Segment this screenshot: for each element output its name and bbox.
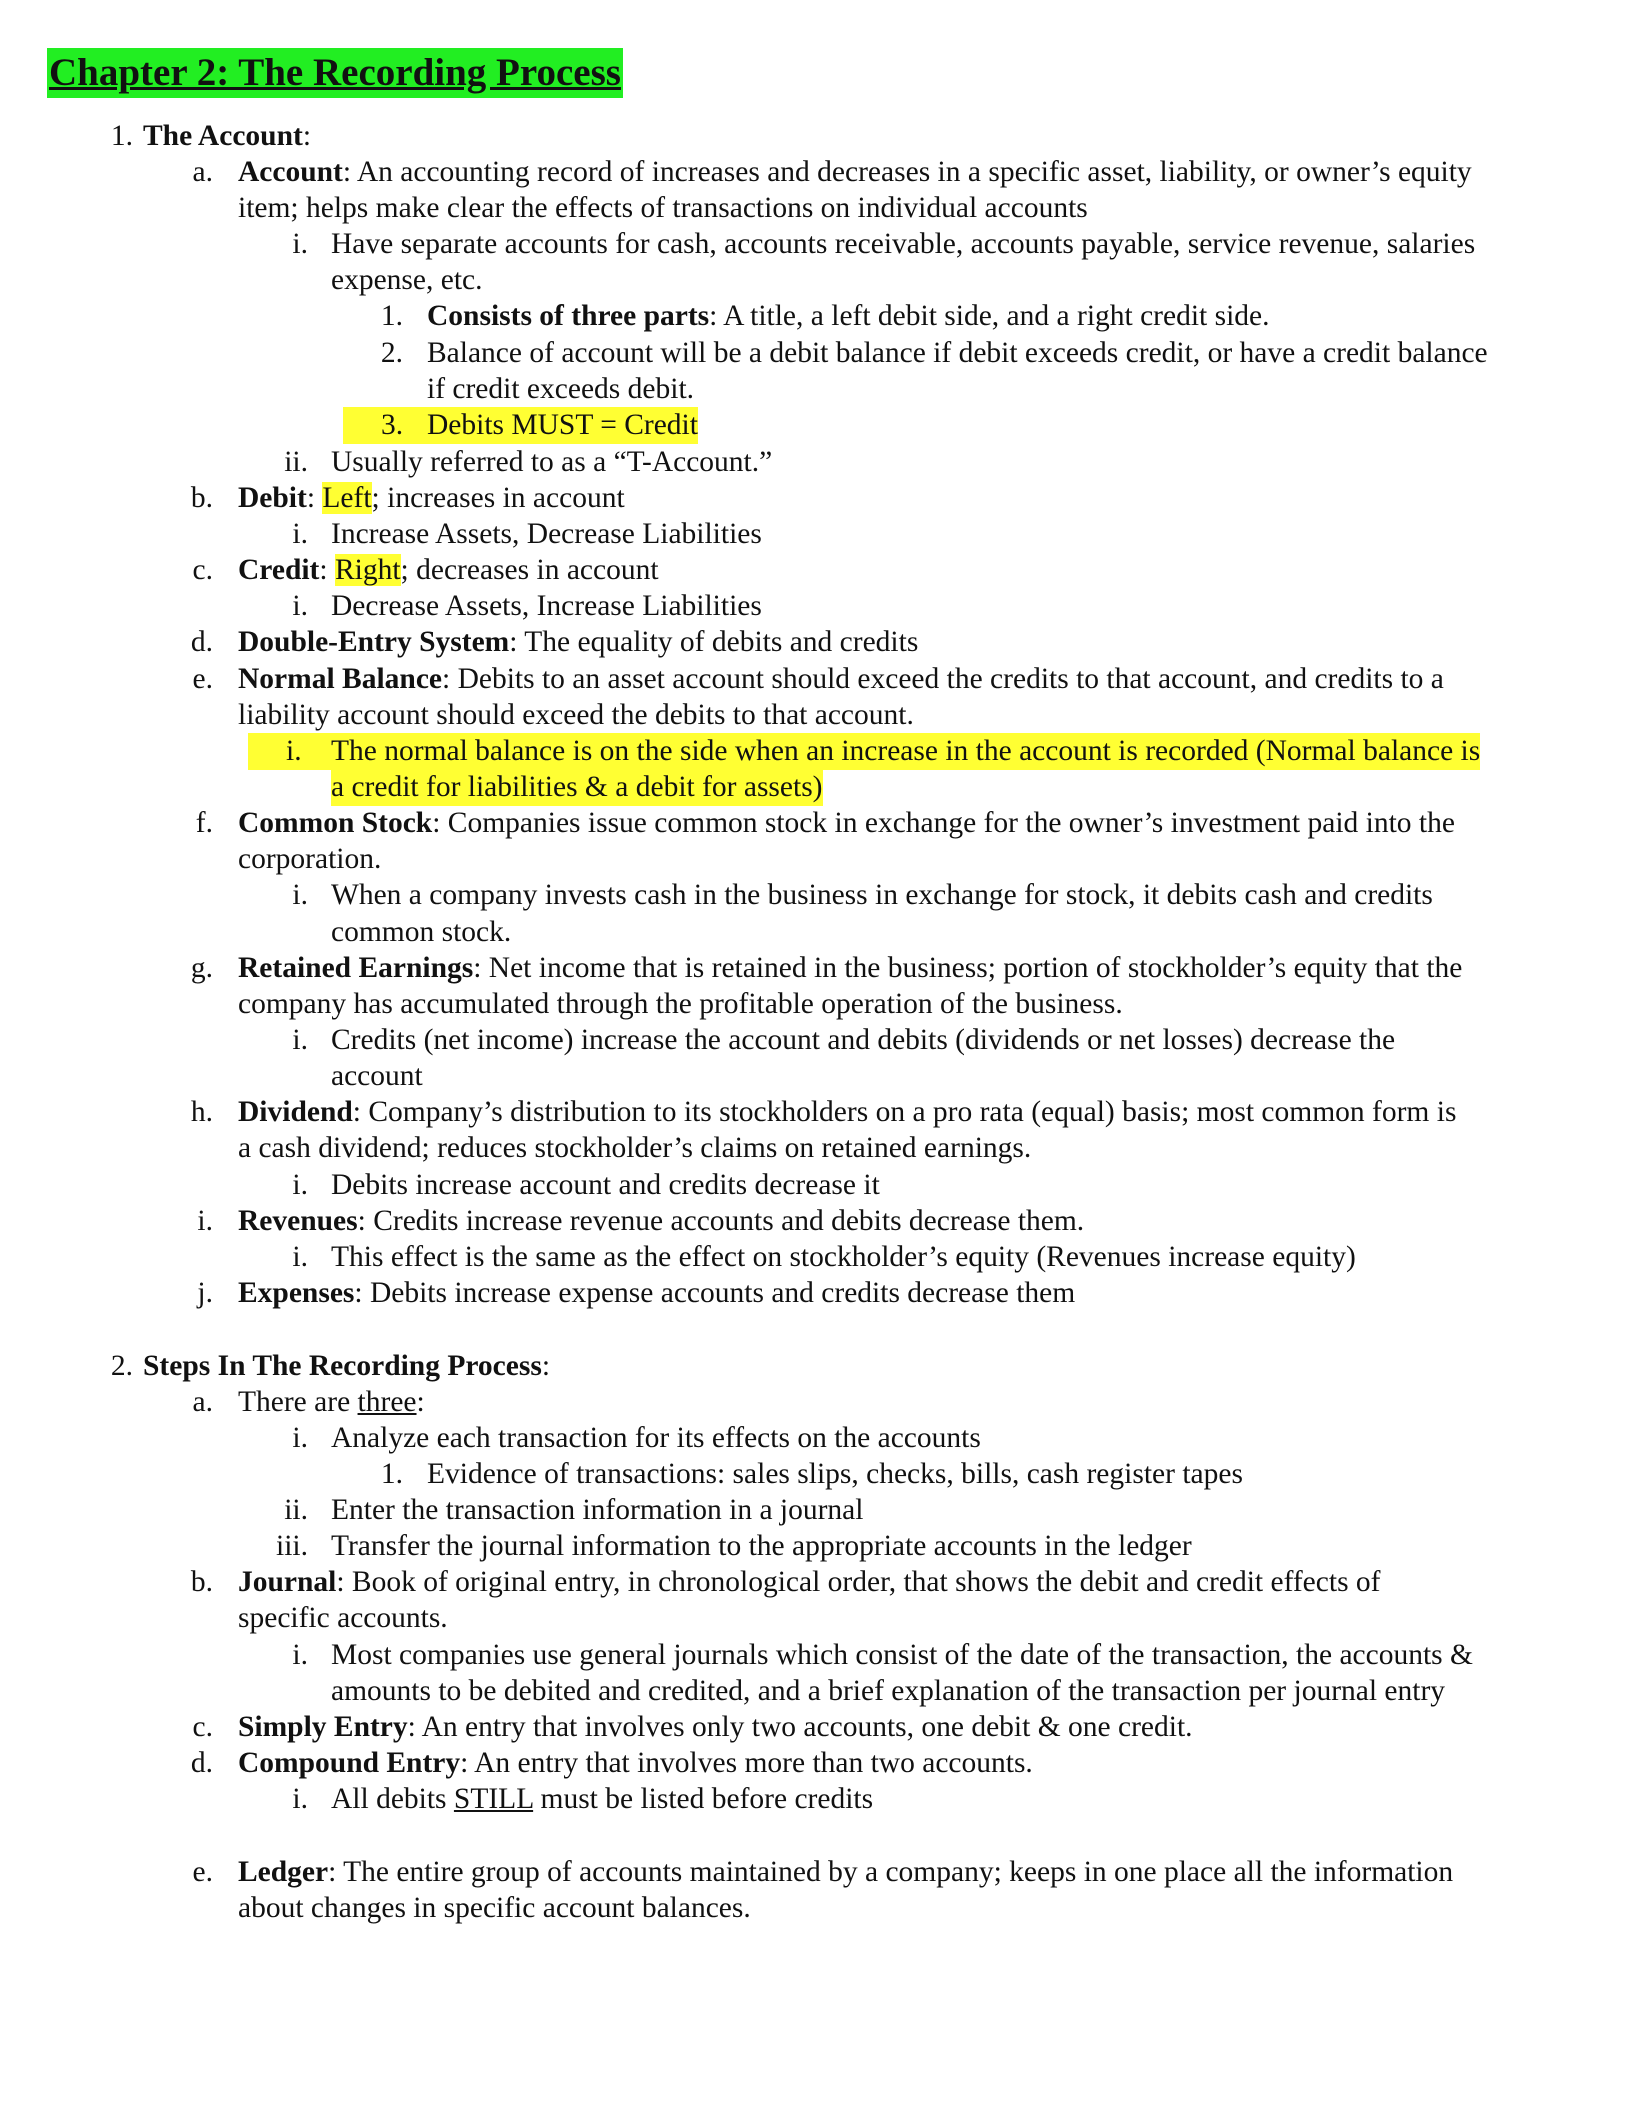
text-segment: expense, etc. bbox=[331, 264, 483, 296]
text-segment: : Debits increase expense accounts and credits decrease them bbox=[354, 1277, 1076, 1309]
line-text bbox=[331, 226, 1475, 263]
line-text bbox=[331, 877, 1433, 914]
text-segment: : Book of original entry, in chronological order, that shows the debit and credit effects of bbox=[336, 1566, 1381, 1598]
text-segment: Debits MUST = Credit bbox=[427, 409, 698, 441]
text-segment: The normal balance is on the side when an increase in the account is recorded (Normal balance is bbox=[331, 735, 1481, 767]
text-segment: : An entry that involves only two accounts, one debit & one credit. bbox=[407, 1711, 1193, 1743]
text-segment: : A title, a left debit side, and a right credit side. bbox=[709, 300, 1270, 332]
line-text bbox=[331, 588, 762, 625]
text-segment: When a company invests cash in the business in exchange for stock, it debits cash and credits bbox=[331, 879, 1433, 911]
text-segment: : Debits to an asset account should exceed the credits to that account, and credits to a bbox=[442, 663, 1444, 695]
line-text bbox=[331, 914, 511, 951]
list-marker: ii. bbox=[284, 446, 308, 478]
line-text bbox=[238, 1745, 1033, 1782]
text-segment: Credits (net income) increase the account and debits (dividends or net losses) decrease the bbox=[331, 1024, 1396, 1056]
text-segment: Enter the transaction information in a journal bbox=[331, 1494, 864, 1526]
text-segment: STILL bbox=[453, 1783, 534, 1815]
line-text bbox=[238, 1203, 1084, 1240]
list-marker: d. bbox=[190, 626, 213, 658]
list-marker: 1. bbox=[380, 1458, 403, 1490]
line-text bbox=[427, 298, 1270, 335]
text-segment: specific accounts. bbox=[238, 1602, 448, 1634]
line-text bbox=[238, 190, 1088, 227]
text-segment: must be listed before credits bbox=[533, 1783, 874, 1815]
text-segment: : bbox=[416, 1386, 425, 1418]
text-segment: Evidence of transactions: sales slips, checks, bills, cash register tapes bbox=[427, 1458, 1243, 1490]
list-marker: c. bbox=[192, 1711, 213, 1743]
text-segment: : Companies issue common stock in exchange for the owner’s investment paid into the bbox=[432, 807, 1455, 839]
text-segment: : bbox=[319, 554, 335, 586]
list-marker: 2. bbox=[380, 337, 403, 369]
term-label: Simply Entry bbox=[238, 1711, 408, 1743]
list-marker: iii. bbox=[276, 1530, 308, 1562]
term-label: Expenses bbox=[238, 1277, 355, 1309]
line-text bbox=[238, 986, 1123, 1023]
line-text bbox=[238, 480, 625, 517]
text-segment: a cash dividend; reduces stockholder’s claims on retained earnings. bbox=[238, 1132, 1032, 1164]
term-label: Ledger bbox=[238, 1856, 329, 1888]
list-marker: h. bbox=[190, 1096, 213, 1128]
term-label: Account bbox=[238, 156, 343, 188]
list-marker: b. bbox=[190, 482, 213, 514]
line-text bbox=[427, 1456, 1243, 1493]
text-segment: liability account should exceed the debits to that account. bbox=[238, 699, 914, 731]
term-label: Common Stock bbox=[238, 807, 433, 839]
term-label: Revenues bbox=[238, 1205, 358, 1237]
list-marker: i. bbox=[292, 1024, 308, 1056]
list-marker: e. bbox=[192, 663, 213, 695]
line-text bbox=[427, 407, 698, 444]
line-text bbox=[331, 1781, 873, 1818]
list-marker: a. bbox=[192, 1386, 213, 1418]
text-segment: There are bbox=[238, 1386, 358, 1418]
text-segment: Debits increase account and credits decrease it bbox=[331, 1169, 880, 1201]
text-segment: company has accumulated through the profitable operation of the business. bbox=[238, 988, 1123, 1020]
line-text bbox=[331, 1022, 1395, 1059]
line-text bbox=[238, 1275, 1075, 1312]
text-segment: item; helps make clear the effects of transactions on individual accounts bbox=[238, 192, 1088, 224]
list-marker: c. bbox=[192, 554, 213, 586]
line-text bbox=[331, 769, 823, 806]
line-text bbox=[238, 1384, 425, 1421]
list-marker: 2. bbox=[110, 1350, 133, 1382]
line-text bbox=[427, 371, 694, 408]
text-segment: Increase Assets, Decrease Liabilities bbox=[331, 518, 762, 550]
line-text bbox=[238, 1709, 1193, 1746]
line-text bbox=[238, 624, 918, 661]
list-marker: e. bbox=[192, 1856, 213, 1888]
list-marker: ii. bbox=[284, 1494, 308, 1526]
text-segment: Left bbox=[322, 482, 372, 514]
list-marker: i. bbox=[292, 1639, 308, 1671]
list-marker: i. bbox=[292, 228, 308, 260]
text-segment: This effect is the same as the effect on stockholder’s equity (Revenues increase equity) bbox=[331, 1241, 1356, 1273]
list-marker: i. bbox=[248, 733, 331, 770]
line-text bbox=[331, 1239, 1356, 1276]
term-label: Compound Entry bbox=[238, 1747, 461, 1779]
line-text bbox=[331, 1492, 863, 1529]
text-segment: if credit exceeds debit. bbox=[427, 373, 695, 405]
text-segment: account bbox=[331, 1060, 423, 1092]
list-marker: g. bbox=[190, 952, 213, 984]
text-segment: common stock. bbox=[331, 916, 512, 948]
term-label: Normal Balance bbox=[238, 663, 443, 695]
text-segment: All debits bbox=[331, 1783, 454, 1815]
line-text bbox=[331, 262, 483, 299]
list-marker: i. bbox=[292, 1422, 308, 1454]
term-label: Retained Earnings bbox=[238, 952, 474, 984]
text-segment: : Credits increase revenue accounts and debits decrease them. bbox=[357, 1205, 1085, 1237]
text-segment: Most companies use general journals which consist of the date of the transaction, the accounts & bbox=[331, 1639, 1473, 1671]
line-text bbox=[238, 1130, 1031, 1167]
page-title: Chapter 2: The Recording Process bbox=[47, 48, 623, 98]
term-label: Consists of three parts bbox=[427, 300, 710, 332]
text-segment: about changes in specific account balances. bbox=[238, 1892, 751, 1924]
text-segment: : An accounting record of increases and decreases in a specific asset, liability, or owner’s equity bbox=[342, 156, 1472, 188]
text-segment: : bbox=[302, 120, 312, 152]
line-text bbox=[238, 1854, 1453, 1891]
line-text bbox=[331, 1637, 1473, 1674]
line-text bbox=[238, 1890, 751, 1927]
text-segment: : Net income that is retained in the business; portion of stockholder’s equity that the bbox=[473, 952, 1463, 984]
list-marker: j. bbox=[197, 1277, 213, 1309]
line-text bbox=[238, 1564, 1381, 1601]
text-segment: : An entry that involves more than two accounts. bbox=[460, 1747, 1033, 1779]
text-segment: Transfer the journal information to the appropriate accounts in the ledger bbox=[331, 1530, 1192, 1562]
text-segment: : The entire group of accounts maintained by a company; keeps in one place all the information bbox=[328, 1856, 1454, 1888]
line-text bbox=[143, 1348, 550, 1385]
text-segment: : bbox=[541, 1350, 551, 1382]
list-marker: d. bbox=[190, 1747, 213, 1779]
list-marker: i. bbox=[197, 1205, 213, 1237]
line-text bbox=[238, 154, 1472, 191]
term-label: The Account bbox=[143, 120, 303, 152]
line-text bbox=[331, 1058, 423, 1095]
text-segment: corporation. bbox=[238, 843, 382, 875]
text-segment: Have separate accounts for cash, accounts receivable, accounts payable, service revenue, salaries bbox=[331, 228, 1476, 260]
line-text bbox=[331, 1673, 1445, 1710]
list-marker: i. bbox=[292, 879, 308, 911]
line-text bbox=[238, 697, 914, 734]
line-text bbox=[331, 1528, 1192, 1565]
text-segment: : bbox=[306, 482, 323, 514]
line-text bbox=[238, 1094, 1456, 1131]
list-marker: 3. bbox=[343, 407, 427, 444]
list-marker: f. bbox=[195, 807, 213, 839]
line-text bbox=[331, 733, 1480, 770]
text-segment: : The equality of debits and credits bbox=[509, 626, 919, 658]
term-label: Dividend bbox=[238, 1096, 353, 1128]
list-marker: a. bbox=[192, 156, 213, 188]
text-segment: a credit for liabilities & a debit for assets) bbox=[331, 771, 823, 803]
text-segment: ; decreases in account bbox=[400, 554, 659, 586]
text-segment: Usually referred to as a “T-Account.” bbox=[331, 446, 773, 478]
list-marker: 1. bbox=[110, 120, 133, 152]
text-segment: ; increases in account bbox=[371, 482, 625, 514]
line-text bbox=[238, 552, 659, 589]
term-label: Debit bbox=[238, 482, 307, 514]
list-marker: i. bbox=[292, 1783, 308, 1815]
term-label: Credit bbox=[238, 554, 320, 586]
line-text bbox=[238, 805, 1455, 842]
text-segment: amounts to be debited and credited, and a brief explanation of the transaction per journal entry bbox=[331, 1675, 1446, 1707]
list-marker: i. bbox=[292, 1241, 308, 1273]
line-text bbox=[238, 1600, 448, 1637]
line-text bbox=[331, 516, 762, 553]
line-text bbox=[331, 1420, 981, 1457]
line-text bbox=[427, 335, 1488, 372]
term-label: Steps In The Recording Process bbox=[143, 1350, 542, 1382]
list-marker: b. bbox=[190, 1566, 213, 1598]
list-marker: i. bbox=[292, 590, 308, 622]
term-label: Journal bbox=[238, 1566, 337, 1598]
line-text bbox=[238, 661, 1444, 698]
list-marker: i. bbox=[292, 1169, 308, 1201]
text-segment: Balance of account will be a debit balance if debit exceeds credit, or have a credit balance bbox=[427, 337, 1488, 369]
line-text bbox=[238, 841, 381, 878]
text-segment: : Company’s distribution to its stockholders on a pro rata (equal) basis; most common form is bbox=[352, 1096, 1457, 1128]
text-segment: Decrease Assets, Increase Liabilities bbox=[331, 590, 762, 622]
list-marker: i. bbox=[292, 518, 308, 550]
list-marker: 1. bbox=[380, 300, 403, 332]
term-label: Double-Entry System bbox=[238, 626, 510, 658]
line-text bbox=[331, 1167, 880, 1204]
line-text bbox=[143, 118, 311, 155]
text-segment: Analyze each transaction for its effects on the accounts bbox=[331, 1422, 981, 1454]
text-segment: three bbox=[357, 1386, 417, 1418]
line-text bbox=[238, 950, 1462, 987]
text-segment: Right bbox=[334, 554, 401, 586]
line-text bbox=[331, 444, 772, 481]
